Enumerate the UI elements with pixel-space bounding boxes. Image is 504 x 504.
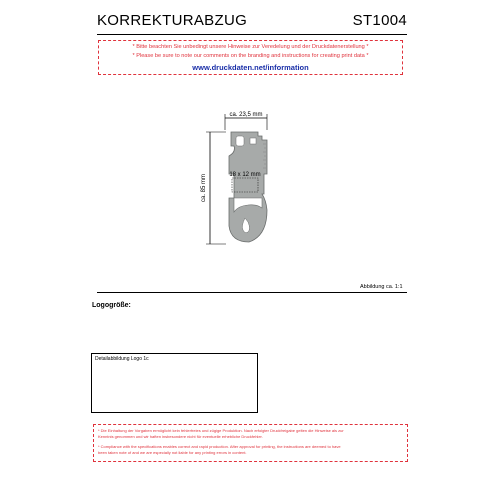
product-drawing bbox=[196, 108, 286, 248]
header bbox=[97, 12, 407, 35]
logo-detail-box bbox=[91, 353, 258, 413]
disclaimer-box bbox=[93, 424, 408, 462]
disclaimer-line-3: * Compliance with the specifications enables correct and rapid production. After approval for printing, the instructions are deemed to have bbox=[98, 444, 341, 449]
divider bbox=[97, 292, 407, 293]
info-link[interactable]: www.druckdaten.net/information bbox=[192, 63, 309, 72]
height-dimension-label: ca. 85 mm bbox=[201, 173, 207, 203]
notice-line-de: * Bitte beachten Sie unbedingt unsere Hinweise zur Veredelung und der Druckdatenerstellung * bbox=[132, 44, 369, 50]
disclaimer-line-2: Kenntnis genommen und wir haften insbesondere nicht für eventuelle erhebliche Druckfehler. bbox=[98, 434, 263, 439]
scale-label: Abbildung ca. 1:1 bbox=[360, 284, 403, 290]
width-dimension-label: ca. 23,5 mm bbox=[229, 112, 263, 118]
logo-detail-label: Detailabbildung Logo 1c bbox=[95, 356, 149, 362]
article-code: ST1004 bbox=[352, 12, 407, 29]
document-title: KORREKTURABZUG bbox=[97, 12, 248, 29]
print-area-label: 18 x 12 mm bbox=[229, 172, 261, 178]
disclaimer-line-4: been taken note of and we are especially not liable for any printing errors in content. bbox=[98, 450, 247, 455]
bottle-opener-outline bbox=[196, 108, 286, 248]
disclaimer-line-1: * Die Einhaltung der Vorgaben ermöglicht kein fehlerfreies und zügige Produktion. Nach erfolgter Druckfreigabe gelten die Hinweise als zur bbox=[98, 428, 344, 433]
notice-box bbox=[98, 40, 403, 75]
logo-size-label: Logogröße: bbox=[92, 302, 131, 309]
notice-line-en: * Please be sure to note our comments on the branding and instructions for creating print data * bbox=[132, 53, 369, 59]
